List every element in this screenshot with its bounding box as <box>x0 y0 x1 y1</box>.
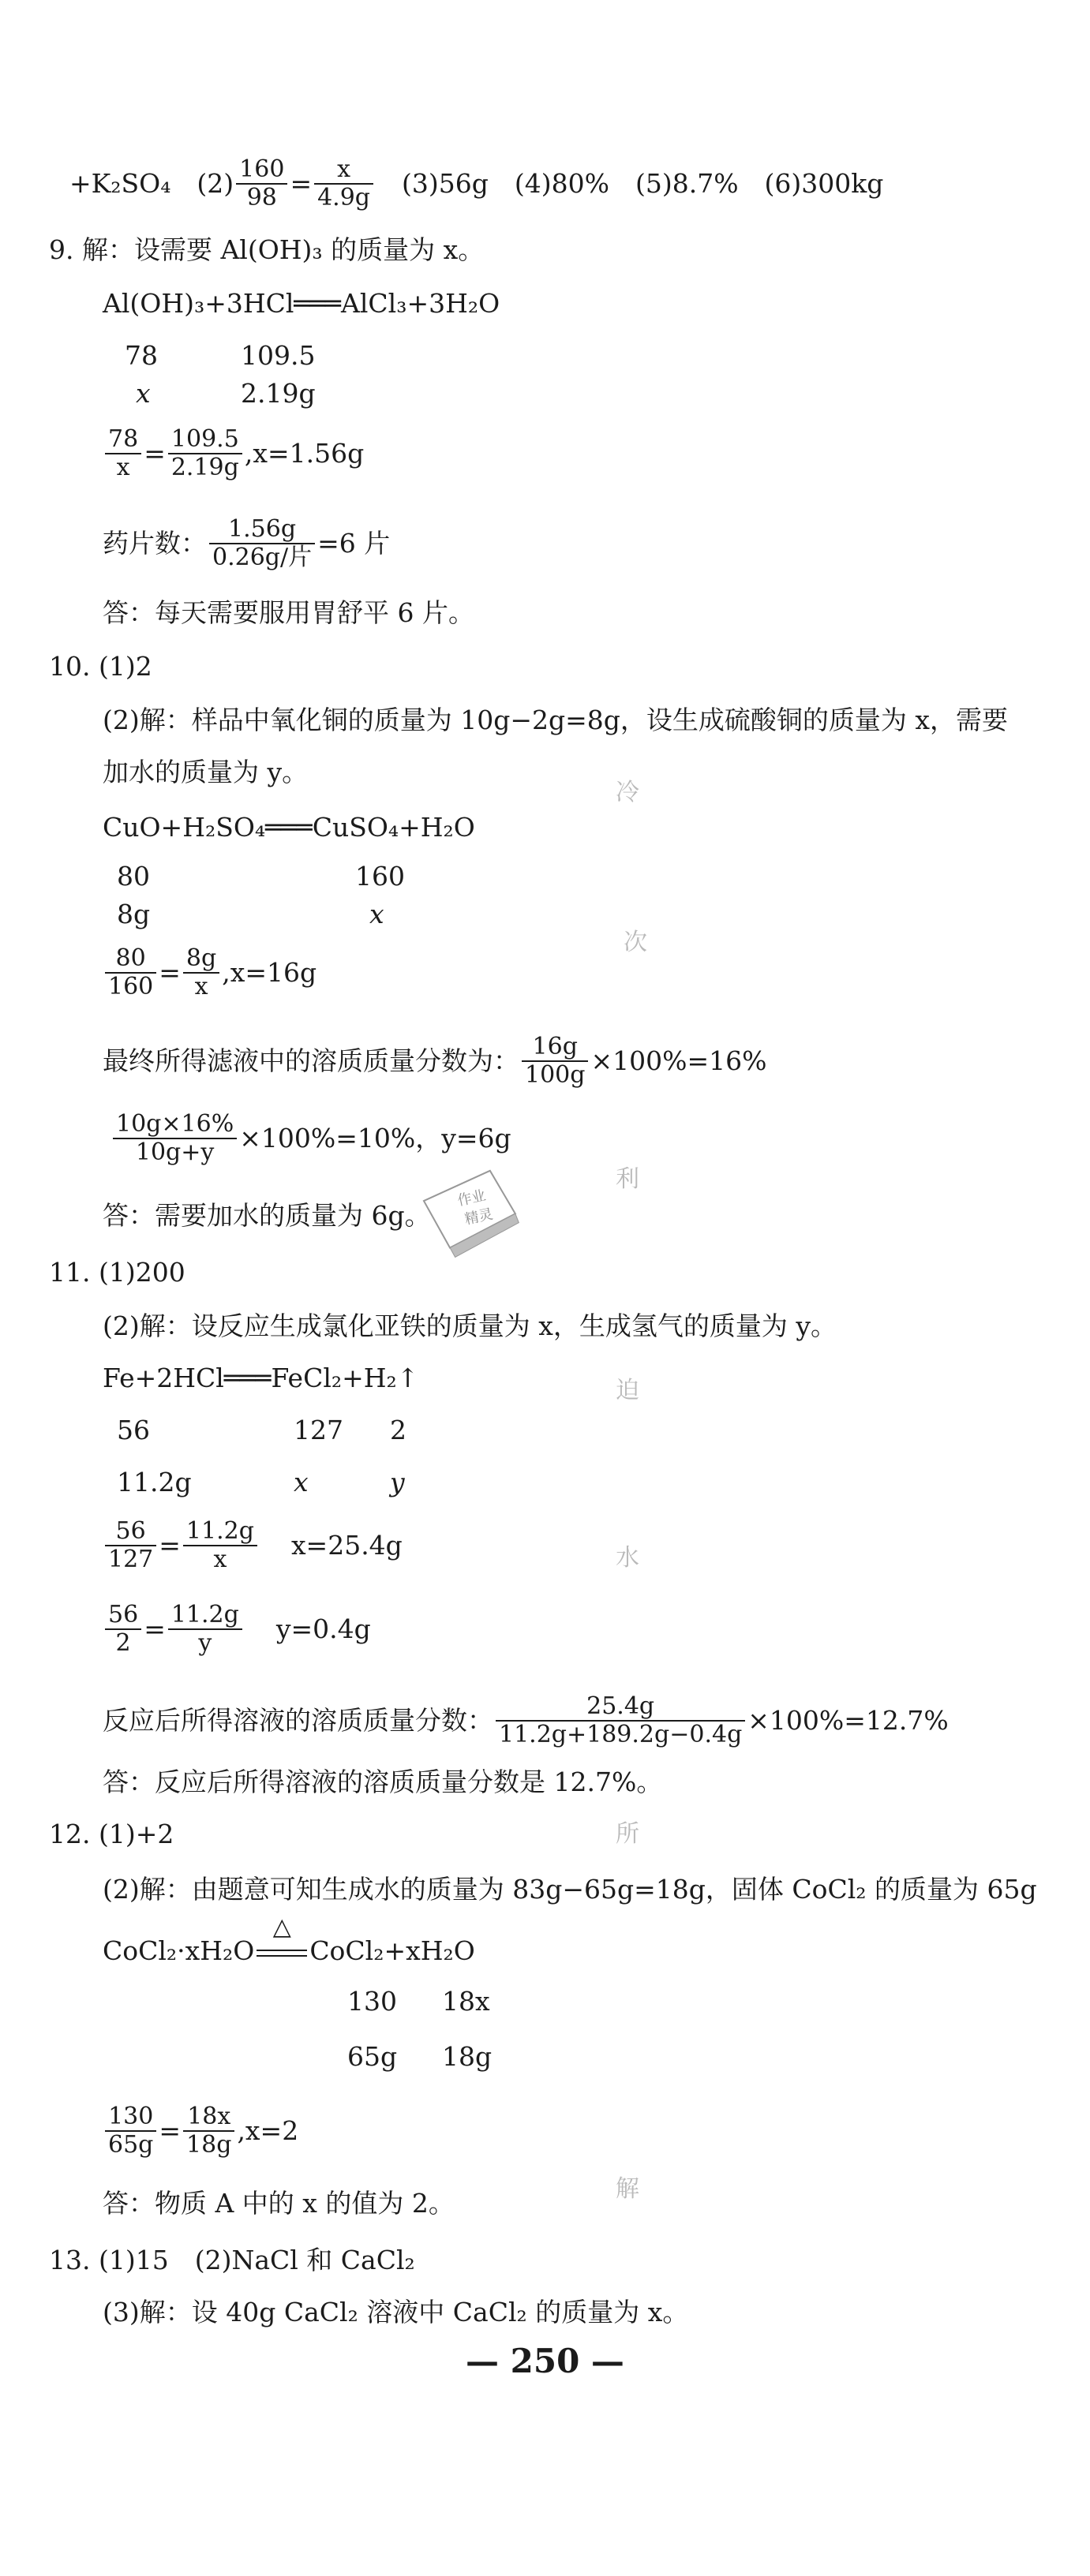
q10-equation: CuO+H₂SO₄═══CuSO₄+H₂O <box>103 812 475 843</box>
fraction: $\frac{11.2g}{x}$ <box>183 1518 257 1572</box>
q11-var-c: y <box>390 1467 405 1497</box>
q9-ratio: $\frac{78}{x}$ = $\frac{109.5}{2.19g}$ ,x=1.56g <box>103 426 364 480</box>
fraction: $\frac{160}{98}$ <box>236 156 287 211</box>
q12-part1: 12. (1)+2 <box>49 1819 174 1849</box>
fraction: $\frac{56}{2}$ <box>105 1602 141 1656</box>
q13-part1: 13. (1)15 (2)NaCl 和 CaCl₂ <box>49 2245 415 2275</box>
bleed-mark: 冷 <box>616 779 639 806</box>
q12-answer: 答：物质 A 中的 x 的值为 2。 <box>103 2188 455 2219</box>
q10-var-a: 8g <box>117 899 151 929</box>
bleed-mark: 所 <box>616 1820 639 1848</box>
q11-var-a: 11.2g <box>117 1467 192 1497</box>
q12-part2: (2)解：由题意可知生成水的质量为 83g−65g=18g，固体 CoCl₂ 的质量为 65g <box>103 1874 1037 1905</box>
q10-answer: 答：需要加水的质量为 6g。 <box>103 1200 431 1231</box>
svg-text:精灵: 精灵 <box>463 1206 495 1228</box>
q9-var-b: 2.19g <box>241 378 316 409</box>
q11-coef-a: 56 <box>117 1415 150 1445</box>
fraction: $\frac{78}{x}$ <box>105 426 141 480</box>
bleed-mark: 解 <box>616 2175 639 2203</box>
fraction: $\frac{56}{127}$ <box>105 1518 156 1572</box>
q10-dilution: $\frac{10g\times 16\%}{10g+y}$ ×100%=10%，y=6g <box>110 1111 511 1165</box>
q10-coef-a: 80 <box>117 861 150 892</box>
bleed-mark: 水 <box>616 1544 639 1572</box>
q12-coef-b: 18x <box>442 1986 490 2017</box>
fraction: $\frac{11.2g}{y}$ <box>168 1602 242 1656</box>
fraction: $\frac{x}{4.9g}$ <box>314 156 373 211</box>
fraction: $\frac{109.5}{2.19g}$ <box>168 426 242 480</box>
q13-part3: (3)解：设 40g CaCl₂ 溶液中 CaCl₂ 的质量为 x。 <box>103 2297 689 2327</box>
fraction: $\frac{130}{65g}$ <box>105 2103 156 2158</box>
q10-concentration: 最终所得滤液中的溶质质量分数为： $\frac{16g}{100g}$ ×100%=16% <box>103 1033 767 1089</box>
fraction: $\frac{16g}{100g}$ <box>522 1034 588 1088</box>
q11-concentration: 反应后所得溶液的溶质质量分数： $\frac{25.4g}{11.2g+189.2g-0.4g}$ ×100%=12.7% <box>103 1692 949 1748</box>
bleed-mark: 次 <box>624 929 647 956</box>
q9-equation: Al(OH)₃+3HCl═══AlCl₃+3H₂O <box>103 288 500 319</box>
q9-answer: 答：每天需要服用胃舒平 6 片。 <box>103 597 474 628</box>
bleed-mark: 迫 <box>616 1377 639 1404</box>
q12-var-a: 65g <box>347 2041 398 2072</box>
fraction: $\frac{25.4g}{11.2g+189.2g-0.4g}$ <box>496 1693 745 1748</box>
q11-part2: (2)解：设反应生成氯化亚铁的质量为 x，生成氢气的质量为 y。 <box>103 1310 837 1341</box>
heat-symbol: △ <box>272 1913 291 1941</box>
q11-equation: Fe+2HCl═══FeCl₂+H₂↑ <box>103 1363 419 1393</box>
q12-coef-a: 130 <box>347 1986 397 2017</box>
fraction: $\frac{8g}{x}$ <box>183 945 219 1000</box>
q11-ratio-y: $\frac{56}{2}$ = $\frac{11.2g}{y}$ y=0.4g <box>103 1602 371 1656</box>
q10-part2-line2: 加水的质量为 y。 <box>103 757 309 787</box>
fraction: $\frac{1.56g}{\text{0.26g/片}}$ <box>209 516 315 570</box>
q11-coef-c: 2 <box>390 1415 406 1445</box>
q12-ratio: $\frac{130}{65g}$ = $\frac{18x}{18g}$ ,x=2 <box>103 2103 298 2158</box>
q10-part2-line1: (2)解：样品中氧化铜的质量为 10g−2g=8g，设生成硫酸铜的质量为 x，需要 <box>103 705 1008 735</box>
q10-var-b: x <box>369 899 384 929</box>
q9-coef-b: 109.5 <box>241 340 316 371</box>
fraction: $\frac{80}{160}$ <box>105 945 156 1000</box>
q10-part1: 10. (1)2 <box>49 651 152 682</box>
q9-tablet-count: 药片数： $\frac{1.56g}{\text{0.26g/片}}$ =6 片 <box>103 515 391 571</box>
q10-coef-b: 160 <box>355 861 405 892</box>
q10-ratio: $\frac{80}{160}$ = $\frac{8g}{x}$ ,x=16g <box>103 945 317 1000</box>
q11-coef-b: 127 <box>294 1415 343 1445</box>
q9-coef-a: 78 <box>125 340 158 371</box>
q12-var-b: 18g <box>442 2041 493 2072</box>
q9-intro: 9. 解：设需要 Al(OH)₃ 的质量为 x。 <box>49 234 485 265</box>
answer-line-q8-tail: +K₂SO₄ (2) $\frac{160}{98}$ = $\frac{x}{4.9g}$ (3)56g (4)80% (5)8.7% (6)300kg <box>69 155 884 211</box>
fraction: $\frac{18x}{18g}$ <box>183 2103 234 2158</box>
q11-ratio-x: $\frac{56}{127}$ = $\frac{11.2g}{x}$ x=25.4g <box>103 1518 403 1572</box>
q11-part1: 11. (1)200 <box>49 1257 185 1288</box>
stamp-text: 作业 <box>455 1187 488 1209</box>
q12-equation: CoCl₂·xH₂O △ CoCl₂+xH₂O <box>103 1913 475 1966</box>
stamp-logo <box>403 1157 539 1274</box>
q8-prefix: +K₂SO₄ (2) <box>69 168 234 200</box>
q11-answer: 答：反应后所得溶液的溶质质量分数是 12.7%。 <box>103 1767 663 1797</box>
bleed-mark: 利 <box>616 1165 639 1193</box>
q9-var-a: x <box>136 378 151 409</box>
page-number: — 250 — <box>466 2342 624 2380</box>
q11-var-b: x <box>294 1467 309 1497</box>
fraction: $\frac{10g\times 16\%}{10g+y}$ <box>113 1111 237 1165</box>
q8-rest: (3)56g (4)80% (5)8.7% (6)300kg <box>376 168 884 200</box>
